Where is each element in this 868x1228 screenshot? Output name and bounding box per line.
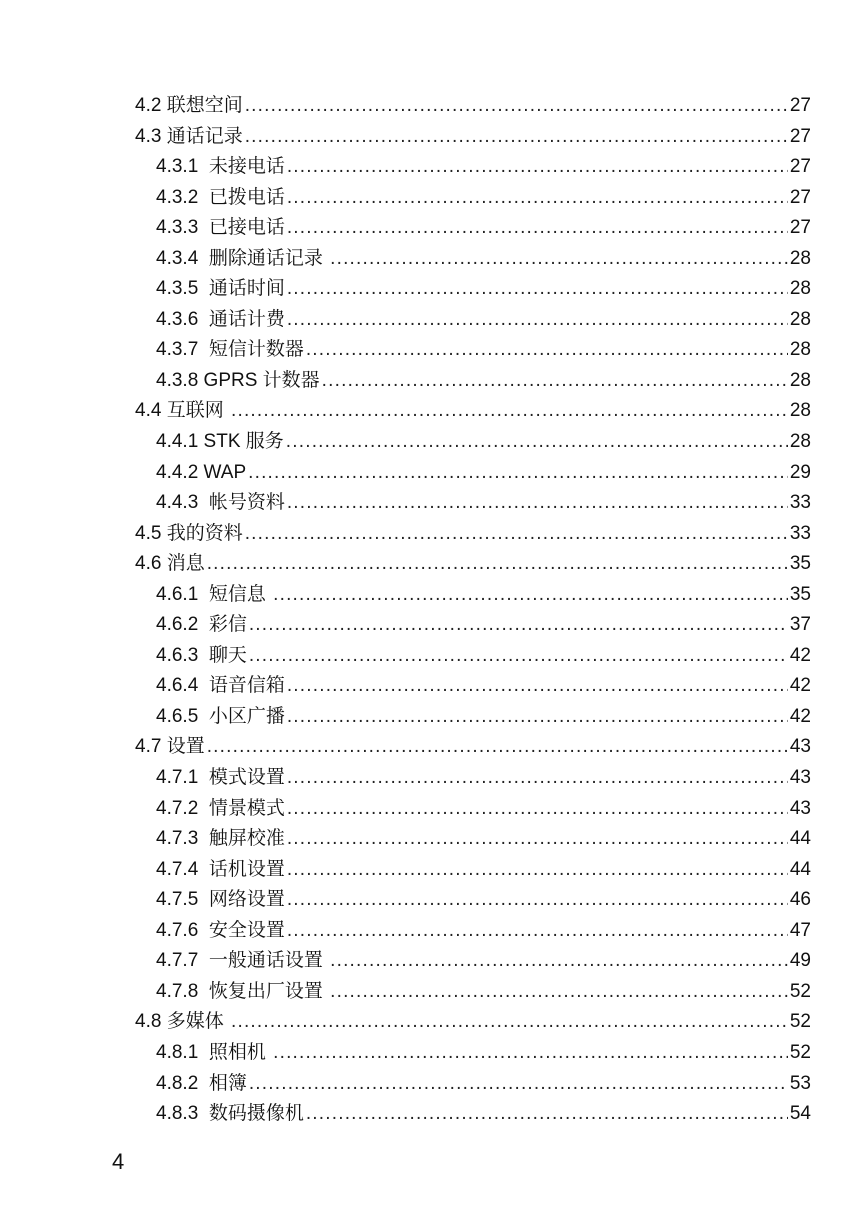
toc-dot-leader (287, 183, 788, 214)
toc-dot-leader (245, 91, 788, 122)
toc-dot-leader (287, 824, 788, 855)
toc-entry-title: 4.8.1 照相机 (156, 1041, 272, 1063)
toc-entry-title: 4.7.5 网络设置 (156, 889, 285, 911)
toc-entry[interactable] (135, 580, 811, 611)
toc-entry-title: 4.3.3 已接电话 (156, 217, 285, 239)
toc-dot-leader (322, 366, 788, 397)
toc-entry[interactable] (135, 244, 811, 275)
toc-entry-title: 4.3 通话记录 (135, 125, 243, 147)
toc-entry-title: 4.7 设置 (135, 736, 205, 758)
toc-entry-page: 43 (789, 767, 811, 789)
toc-entry-title: 4.4 互联网 (135, 400, 229, 422)
toc-entry-title: 4.7.2 情景模式 (156, 797, 285, 819)
toc-entry-title: 4.7.4 话机设置 (156, 858, 285, 880)
toc-dot-leader (330, 977, 788, 1008)
toc-entry-page: 27 (789, 156, 811, 178)
toc-entry-title: 4.6.3 聊天 (156, 644, 247, 666)
toc-entry-title: 4.4.1 STK 服务 (156, 431, 284, 453)
toc-entry-page: 52 (789, 980, 811, 1002)
toc-entry-page: 33 (789, 522, 811, 544)
toc-entry-page: 37 (789, 614, 811, 636)
toc-entry[interactable] (135, 977, 811, 1008)
toc-entry[interactable] (135, 305, 811, 336)
toc-dot-leader (287, 305, 788, 336)
toc-dot-leader (287, 671, 788, 702)
toc-dot-leader (287, 794, 788, 825)
toc-dot-leader (249, 641, 788, 672)
toc-entry-title: 4.8 多媒体 (135, 1011, 229, 1033)
toc-entry-title: 4.3.8 GPRS 计数器 (156, 369, 320, 391)
toc-entry[interactable] (135, 458, 811, 489)
table-of-contents (135, 91, 811, 1130)
toc-entry-page: 27 (789, 125, 811, 147)
toc-entry[interactable] (135, 1069, 811, 1100)
toc-entry-page: 47 (789, 919, 811, 941)
toc-entry[interactable] (135, 335, 811, 366)
toc-entry-page: 28 (789, 308, 811, 330)
toc-entry-page: 43 (789, 797, 811, 819)
toc-entry[interactable] (135, 91, 811, 122)
toc-dot-leader (287, 213, 788, 244)
toc-entry-page: 52 (789, 1011, 811, 1033)
toc-dot-leader (287, 855, 788, 886)
toc-entry[interactable] (135, 824, 811, 855)
toc-dot-leader (287, 152, 788, 183)
toc-entry[interactable] (135, 1099, 811, 1130)
toc-entry[interactable] (135, 366, 811, 397)
toc-entry[interactable] (135, 1007, 811, 1038)
toc-entry[interactable] (135, 549, 811, 580)
toc-dot-leader (249, 610, 788, 641)
toc-entry[interactable] (135, 152, 811, 183)
toc-entry-page: 28 (789, 278, 811, 300)
toc-entry-page: 28 (789, 339, 811, 361)
toc-entry[interactable] (135, 274, 811, 305)
toc-dot-leader (287, 488, 788, 519)
toc-entry-title: 4.6.5 小区广播 (156, 705, 285, 727)
toc-entry-title: 4.2 联想空间 (135, 95, 243, 116)
toc-entry-page: 28 (789, 369, 811, 391)
toc-dot-leader (287, 702, 788, 733)
toc-entry[interactable] (135, 916, 811, 947)
toc-entry-page: 33 (789, 492, 811, 514)
toc-dot-leader (330, 946, 788, 977)
toc-entry-title: 4.8.2 相簿 (156, 1072, 247, 1094)
toc-entry-page: 28 (789, 247, 811, 269)
toc-entry[interactable] (135, 1038, 811, 1069)
toc-entry[interactable] (135, 519, 811, 550)
toc-dot-leader (306, 1099, 788, 1130)
toc-entry[interactable] (135, 427, 811, 458)
toc-entry[interactable] (135, 183, 811, 214)
toc-entry[interactable] (135, 732, 811, 763)
toc-dot-leader (245, 519, 788, 550)
toc-entry-page: 42 (789, 705, 811, 727)
toc-dot-leader (306, 335, 788, 366)
toc-entry-page: 44 (789, 858, 811, 880)
toc-entry-page: 44 (789, 828, 811, 850)
toc-entry-title: 4.7.1 模式设置 (156, 767, 285, 789)
toc-dot-leader (207, 732, 788, 763)
toc-entry[interactable] (135, 396, 811, 427)
toc-entry-title: 4.3.5 通话时间 (156, 278, 285, 300)
toc-entry[interactable] (135, 702, 811, 733)
toc-entry[interactable] (135, 122, 811, 153)
toc-entry[interactable] (135, 885, 811, 916)
toc-entry-title: 4.3.1 未接电话 (156, 156, 285, 178)
toc-entry[interactable] (135, 763, 811, 794)
toc-dot-leader (273, 580, 788, 611)
toc-entry-page: 49 (789, 950, 811, 972)
toc-dot-leader (248, 458, 788, 489)
toc-dot-leader (287, 916, 788, 947)
toc-entry-page: 54 (789, 1103, 811, 1125)
toc-entry-page: 27 (789, 186, 811, 208)
toc-entry[interactable] (135, 641, 811, 672)
toc-entry-title: 4.7.3 触屏校准 (156, 828, 285, 850)
toc-entry[interactable] (135, 213, 811, 244)
toc-entry-title: 4.7.7 一般通话设置 (156, 950, 329, 972)
toc-dot-leader (231, 1007, 788, 1038)
toc-entry-page: 53 (789, 1072, 811, 1094)
toc-entry-title: 4.3.6 通话计费 (156, 308, 285, 330)
toc-dot-leader (245, 122, 788, 153)
toc-entry-page: 42 (789, 644, 811, 666)
toc-entry-page: 52 (789, 1041, 811, 1063)
toc-entry-title: 4.6.2 彩信 (156, 614, 247, 636)
toc-entry[interactable] (135, 794, 811, 825)
toc-entry-title: 4.7.8 恢复出厂设置 (156, 980, 329, 1002)
toc-entry-page: 35 (789, 553, 811, 575)
toc-dot-leader (287, 274, 788, 305)
toc-entry-title: 4.3.2 已拨电话 (156, 186, 285, 208)
toc-entry-title: 4.3.4 删除通话记录 (156, 247, 329, 269)
toc-entry[interactable] (135, 610, 811, 641)
toc-dot-leader (286, 427, 788, 458)
toc-entry-page: 35 (789, 583, 811, 605)
toc-entry-page: 27 (789, 217, 811, 239)
toc-dot-leader (287, 763, 788, 794)
toc-entry-title: 4.8.3 数码摄像机 (156, 1103, 304, 1125)
toc-entry-title: 4.4.2 WAP (156, 461, 247, 483)
toc-entry-page: 43 (789, 736, 811, 758)
toc-entry-title: 4.5 我的资料 (135, 522, 243, 544)
toc-dot-leader (231, 396, 788, 427)
toc-entry-page: 42 (789, 675, 811, 697)
toc-entry-page: 28 (789, 431, 811, 453)
page-number: 4 (112, 1149, 125, 1174)
toc-entry[interactable] (135, 855, 811, 886)
toc-entry[interactable] (135, 671, 811, 702)
toc-entry-page: 46 (789, 889, 811, 911)
toc-entry-title: 4.6.1 短信息 (156, 583, 272, 605)
toc-dot-leader (273, 1038, 788, 1069)
toc-dot-leader (207, 549, 788, 580)
toc-dot-leader (330, 244, 788, 275)
toc-entry-page: 27 (789, 95, 811, 116)
toc-dot-leader (287, 885, 788, 916)
toc-entry-title: 4.6 消息 (135, 553, 205, 575)
toc-entry[interactable] (135, 946, 811, 977)
toc-entry[interactable] (135, 488, 811, 519)
toc-entry-page: 29 (789, 461, 811, 483)
toc-entry-title: 4.3.7 短信计数器 (156, 339, 304, 361)
toc-entry-title: 4.4.3 帐号资料 (156, 492, 285, 514)
toc-entry-title: 4.7.6 安全设置 (156, 919, 285, 941)
toc-dot-leader (249, 1069, 788, 1100)
toc-entry-page: 28 (789, 400, 811, 422)
toc-entry-title: 4.6.4 语音信箱 (156, 675, 285, 697)
